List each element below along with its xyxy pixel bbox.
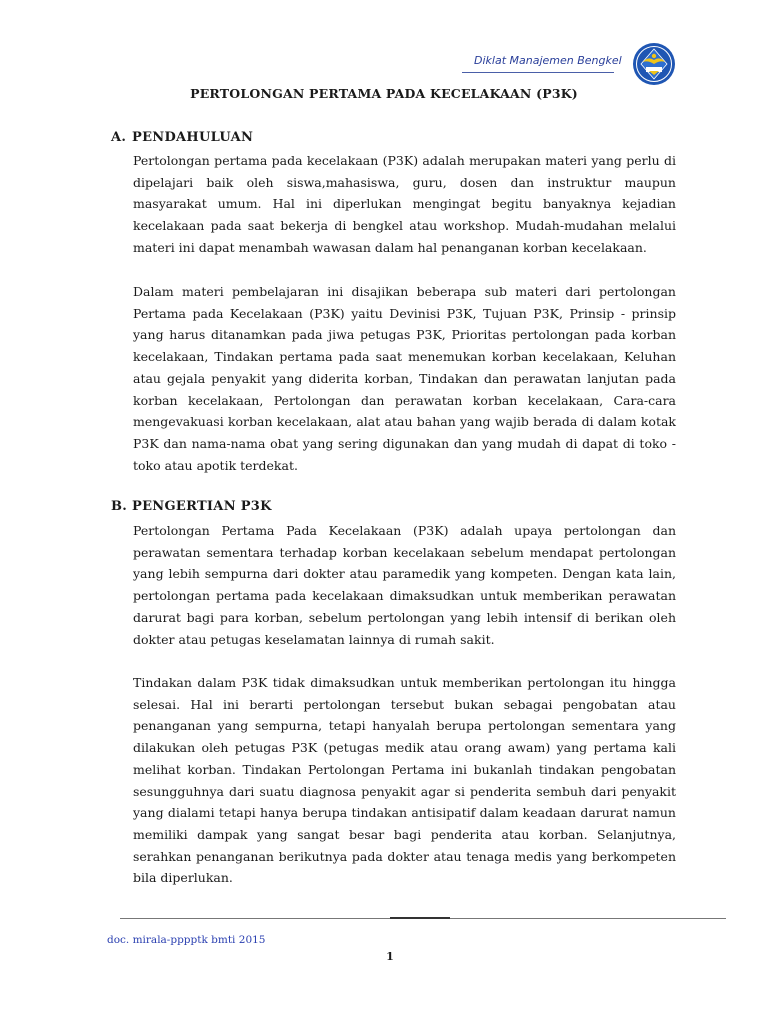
header-rule (462, 72, 614, 73)
section-letter: B. (111, 499, 128, 514)
section-letter: A. (111, 130, 127, 145)
footer-rule (120, 917, 726, 920)
running-header: Diklat Manajemen Bengkel (474, 54, 622, 67)
section-title: PENGERTIAN P3K (132, 499, 272, 514)
page-number: 1 (386, 950, 394, 963)
paragraph: Pertolongan pertama pada kecelakaan (P3K) adalah merupakan materi yang perlu di dipelajari baik oleh siswa,mahasiswa, guru, dosen dan instruktur maupun masyarakat umum. Hal ini diperlukan mengingat begitu banyaknya kejadian kecelakaan pada saat bekerja di bengkel atau workshop. Mudah-mudahan melalui materi ini dapat menambah wawasan dalam hal penanganan korban kecelakaan. (133, 153, 676, 255)
section-heading-pengertian (111, 499, 272, 514)
tut-wuri-handayani-logo-icon (632, 42, 676, 86)
footer-doc-reference: doc. mirala-pppptk bmti 2015 (107, 934, 266, 946)
paragraph: Tindakan dalam P3K tidak dimaksudkan untuk memberikan pertolongan itu hingga selesai. Hal ini berarti pertolongan tersebut bukan sebagai pengobatan atau penanganan yang sempurna, tetapi hanyalah berupa pertolongan sementara yang dilakukan oleh petugas P3K (petugas medik atau orang awam) yang pertama kali melihat korban. Tindakan Pertolongan Pertama ini bukanlah tindakan pengobatan sesungguhnya dari suatu diagnosa penyakit agar si penderita sembuh dari penyakit yang dialami tetapi hanya berupa tindakan antisipatif dalam keadaan darurat namun memiliki dampak yang sangat besar bagi penderita atau korban. Selanjutnya, serahkan penanganan berikutnya pada dokter atau tenaga medis yang berkompeten bila diperlukan. (133, 675, 676, 886)
footer-rule-thick (390, 917, 450, 919)
paragraph: Dalam materi pembelajaran ini disajikan beberapa sub materi dari pertolongan Pertama pada Kecelakaan (P3K) yaitu Devinisi P3K, Tujuan P3K, Prinsip - prinsip yang harus ditanamkan pada jiwa petugas P3K, Prioritas pertolongan pada korban kecelakaan, Tindakan pertama pada saat menemukan korban kecelakaan, Keluhan atau gejala penyakit yang diderita korban, Tindakan dan perawatan lanjutan pada korban kecelakaan, Pertolongan dan perawatan korban kecelakaan, Cara-cara mengevakuasi korban kecelakaan, alat atau bahan yang wajib berada di dalam kotak P3K dan nama-nama obat yang sering digunakan dan yang mudah di dapat di toko - toko atau apotik terdekat. (133, 284, 676, 473)
document-title: PERTOLONGAN PERTAMA PADA KECELAKAAN (P3K) (190, 86, 578, 101)
paragraph: Pertolongan Pertama Pada Kecelakaan (P3K) adalah upaya pertolongan dan perawatan sementara terhadap korban kecelakaan sebelum mendapat pertolongan yang lebih sempurna dari dokter atau paramedik yang kompeten. Dengan kata lain, pertolongan pertama pada kecelakaan dimaksudkan untuk memberikan perawatan darurat bagi para korban, sebelum pertolongan yang lebih intensif di berikan oleh dokter atau petugas keselamatan lainnya di rumah sakit. (133, 523, 676, 647)
section-heading-pendahuluan (111, 130, 253, 145)
section-title: PENDAHULUAN (132, 130, 254, 145)
